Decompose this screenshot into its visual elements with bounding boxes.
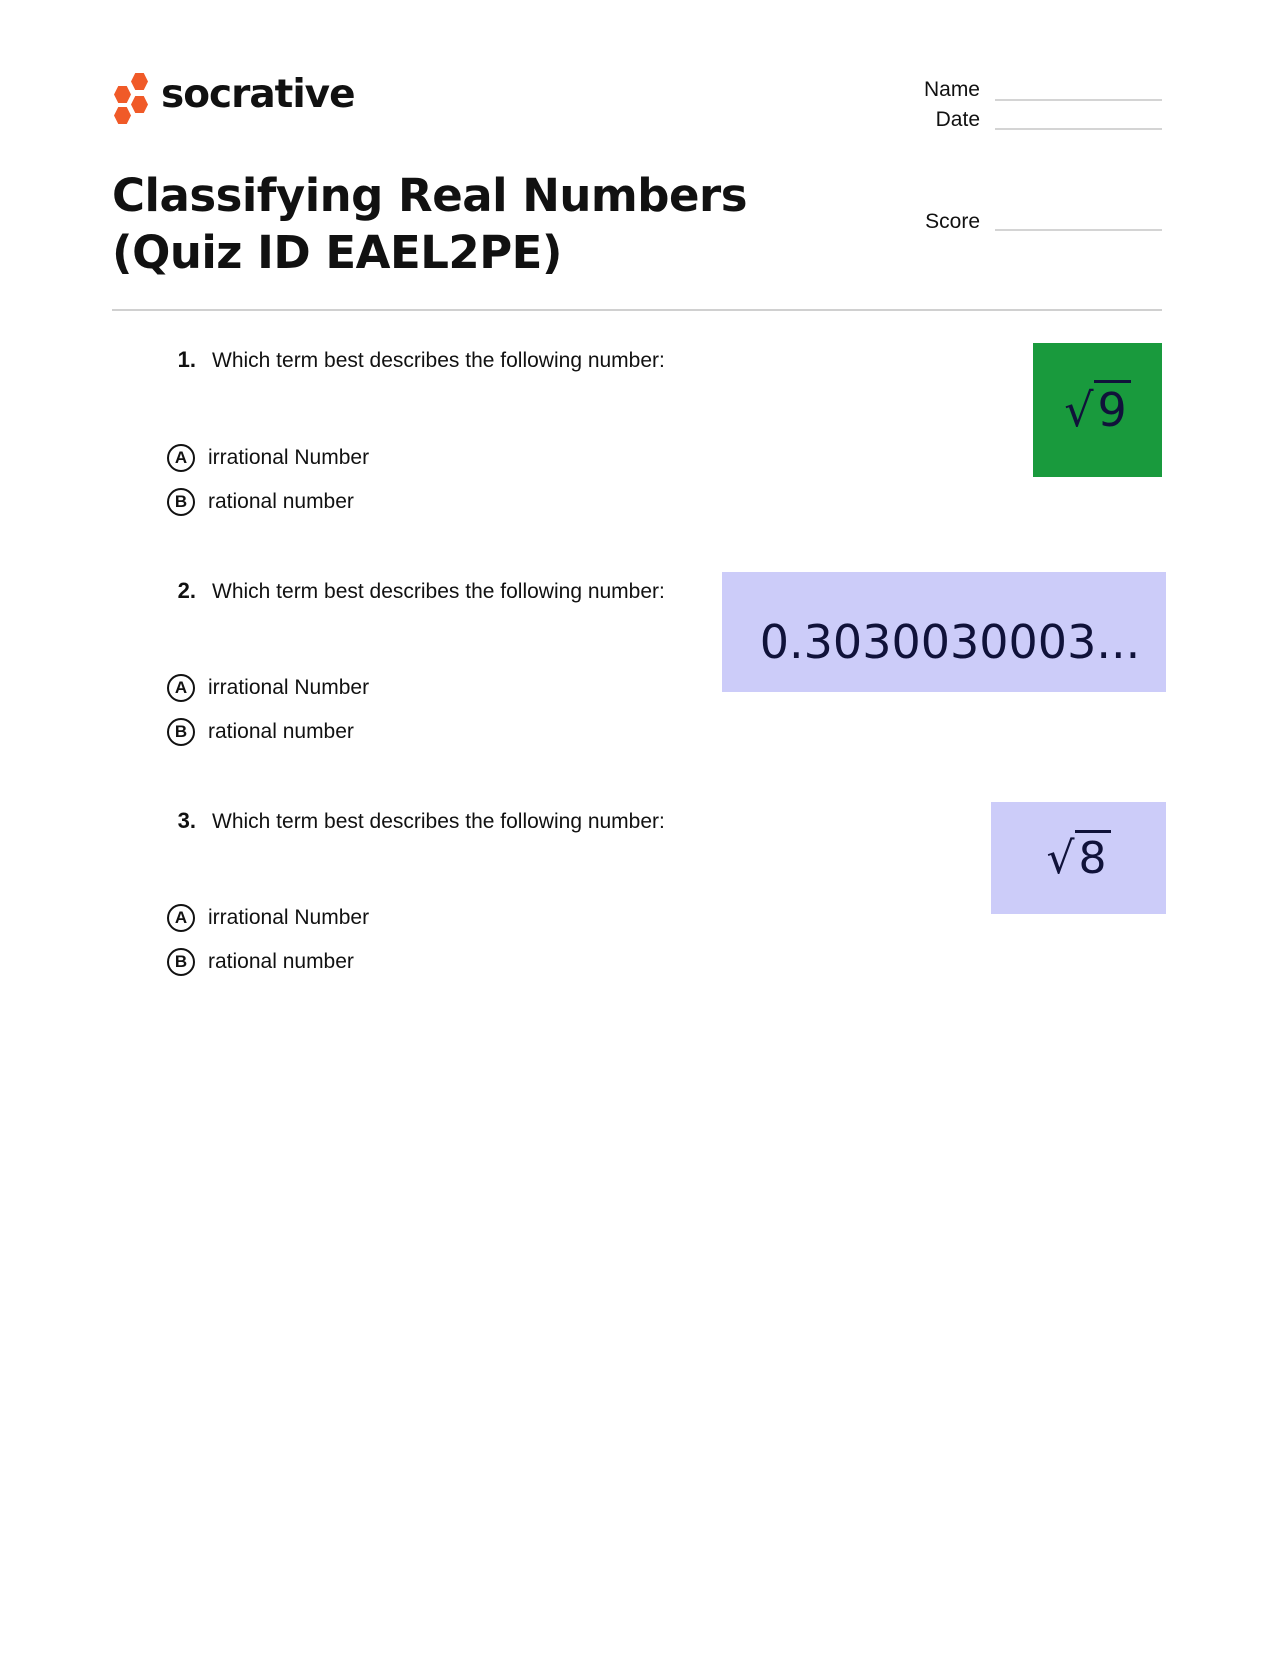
option-letter: A	[167, 674, 195, 702]
decimal-number: 0.3030030003...	[759, 615, 1141, 669]
question-text: Which term best describes the following number:	[212, 349, 665, 372]
radicand: 9	[1094, 380, 1131, 437]
question-image-decimal	[722, 572, 1166, 692]
question-text: Which term best describes the following number:	[212, 810, 665, 833]
option-label: irrational Number	[208, 906, 370, 929]
option-label: rational number	[208, 490, 354, 513]
date-field[interactable]	[995, 128, 1162, 130]
brand-name: socrative	[161, 72, 355, 117]
option-letter: B	[167, 948, 195, 976]
date-label: Date	[935, 108, 980, 131]
option-b[interactable]	[167, 488, 354, 516]
radicand: 8	[1075, 830, 1111, 884]
option-label: irrational Number	[208, 676, 370, 699]
question-text: Which term best describes the following number:	[212, 580, 665, 603]
logo-mark-icon	[112, 72, 152, 122]
option-a[interactable]	[167, 444, 369, 472]
question-number: 3.	[177, 808, 196, 833]
divider	[112, 309, 1162, 311]
score-field[interactable]	[995, 229, 1162, 231]
option-b[interactable]	[167, 718, 354, 746]
page-title: Classifying Real Numbers (Quiz ID EAEL2PE)	[112, 169, 747, 279]
score-label: Score	[925, 210, 980, 233]
option-label: rational number	[208, 720, 354, 743]
socrative-logo	[112, 72, 355, 122]
option-a[interactable]	[167, 674, 369, 702]
option-label: irrational Number	[208, 446, 370, 469]
name-label: Name	[923, 78, 980, 101]
question-number: 1.	[177, 347, 196, 372]
option-letter: B	[167, 718, 195, 746]
option-a[interactable]	[167, 904, 369, 932]
question-number: 2.	[177, 578, 196, 603]
option-letter: A	[167, 444, 195, 472]
question-image-sqrt-9	[1033, 343, 1162, 477]
sqrt-icon: √9	[1064, 383, 1131, 437]
option-letter: B	[167, 488, 195, 516]
option-letter: A	[167, 904, 195, 932]
sqrt-icon: √8	[1046, 833, 1110, 884]
option-b[interactable]	[167, 948, 354, 976]
name-field[interactable]	[995, 99, 1162, 101]
question-image-sqrt-8	[991, 802, 1166, 914]
option-label: rational number	[208, 950, 354, 973]
